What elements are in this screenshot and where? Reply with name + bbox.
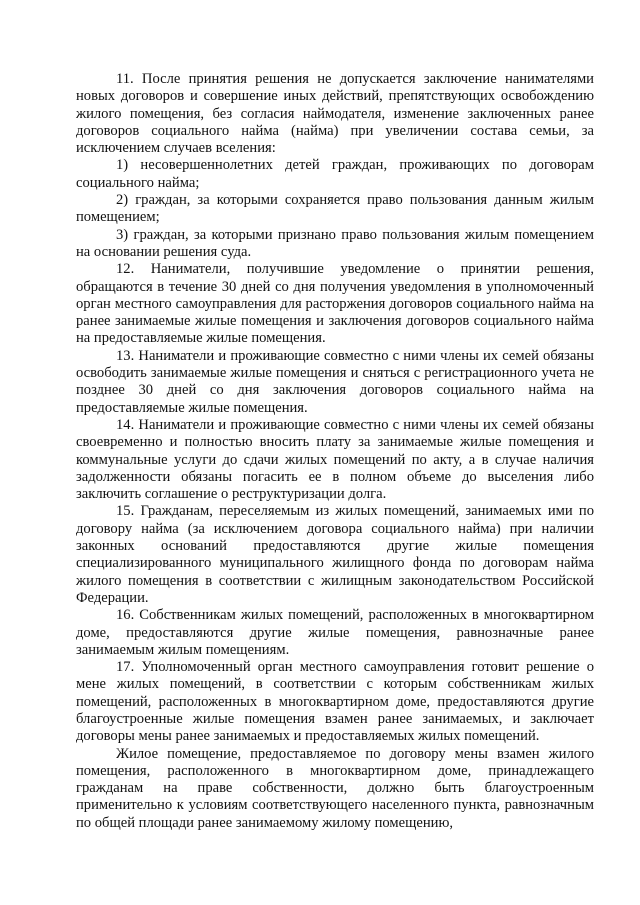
paragraph-11-item-2: 2) граждан, за которыми сохраняется право пользования данным жилым помещением;: [76, 192, 594, 226]
paragraph-12: 12. Наниматели, получившие уведомление о принятии решения, обращаются в течение 30 дней со дня получения уведомления в уполномоченный орган местного самоуправления для расторжения договоров социального найма на ранее занимаемые жилые помещения и заключения договоров социального найма на предоставляемые жилые помещения.: [76, 261, 594, 347]
paragraph-14: 14. Наниматели и проживающие совместно с ними члены их семей обязаны своевременно и полностью вносить плату за занимаемые жилые помещения и коммунальные услуги до сдачи жилых помещений по акту, а в случае наличия задолженности обязаны погасить ее в полном объеме до выселения либо заключить соглашение о реструктуризации долга.: [76, 416, 594, 503]
paragraph-17: 17. Уполномоченный орган местного самоуправления готовит решение о мене жилых помещений, в соответствии с которым собственникам жилых помещений, расположенных в многоквартирном доме, предоставляются другие благоустроенные жилые помещения взамен ранее занимаемых, и заключает договоры мены ранее занимаемых и предоставляемых жилых помещений.: [76, 659, 594, 745]
paragraph-15: 15. Гражданам, переселяемым из жилых помещений, занимаемых ими по договору найма (за исключением договора социального найма) при наличии законных оснований предоставляются другие жилые помещения специализированного муниципального жилищного фонда по договорам найма жилого помещения в соответствии с жилищным законодательством Российской Федерации.: [76, 503, 594, 606]
paragraph-11-item-3: 3) граждан, за которыми признано право пользования жилым помещением на основании решения суда.: [76, 226, 594, 260]
paragraph-11: 11. После принятия решения не допускается заключение нанимателями новых договоров и совершение иных действий, препятствующих освобождению жилого помещения, без согласия наймодателя, изменение заключенных ранее договоров социального найма (найма) при увеличении состава семьи, за исключением случаев вселения:: [76, 71, 594, 157]
paragraph-11-item-1: 1) несовершеннолетних детей граждан, проживающих по договорам социального найма;: [76, 157, 594, 191]
paragraph-exchange-conditions: Жилое помещение, предоставляемое по договору мены взамен жилого помещения, расположенного в многоквартирном доме, принадлежащего гражданам на праве собственности, должно быть благоустроенным применительно к условиям соответствующего населенного пункта, равнозначным по общей площади ранее занимаемому жилому помещению,: [76, 745, 594, 831]
paragraph-13: 13. Наниматели и проживающие совместно с ними члены их семей обязаны освободить занимаемые жилые помещения и сняться с регистрационного учета не позднее 30 дней со дня заключения договоров социального найма на предоставляемые жилые помещения.: [76, 347, 594, 416]
paragraph-16: 16. Собственникам жилых помещений, расположенных в многоквартирном доме, предоставляются другие жилые помещения, равнозначные ранее занимаемым жилым помещениям.: [76, 607, 594, 658]
